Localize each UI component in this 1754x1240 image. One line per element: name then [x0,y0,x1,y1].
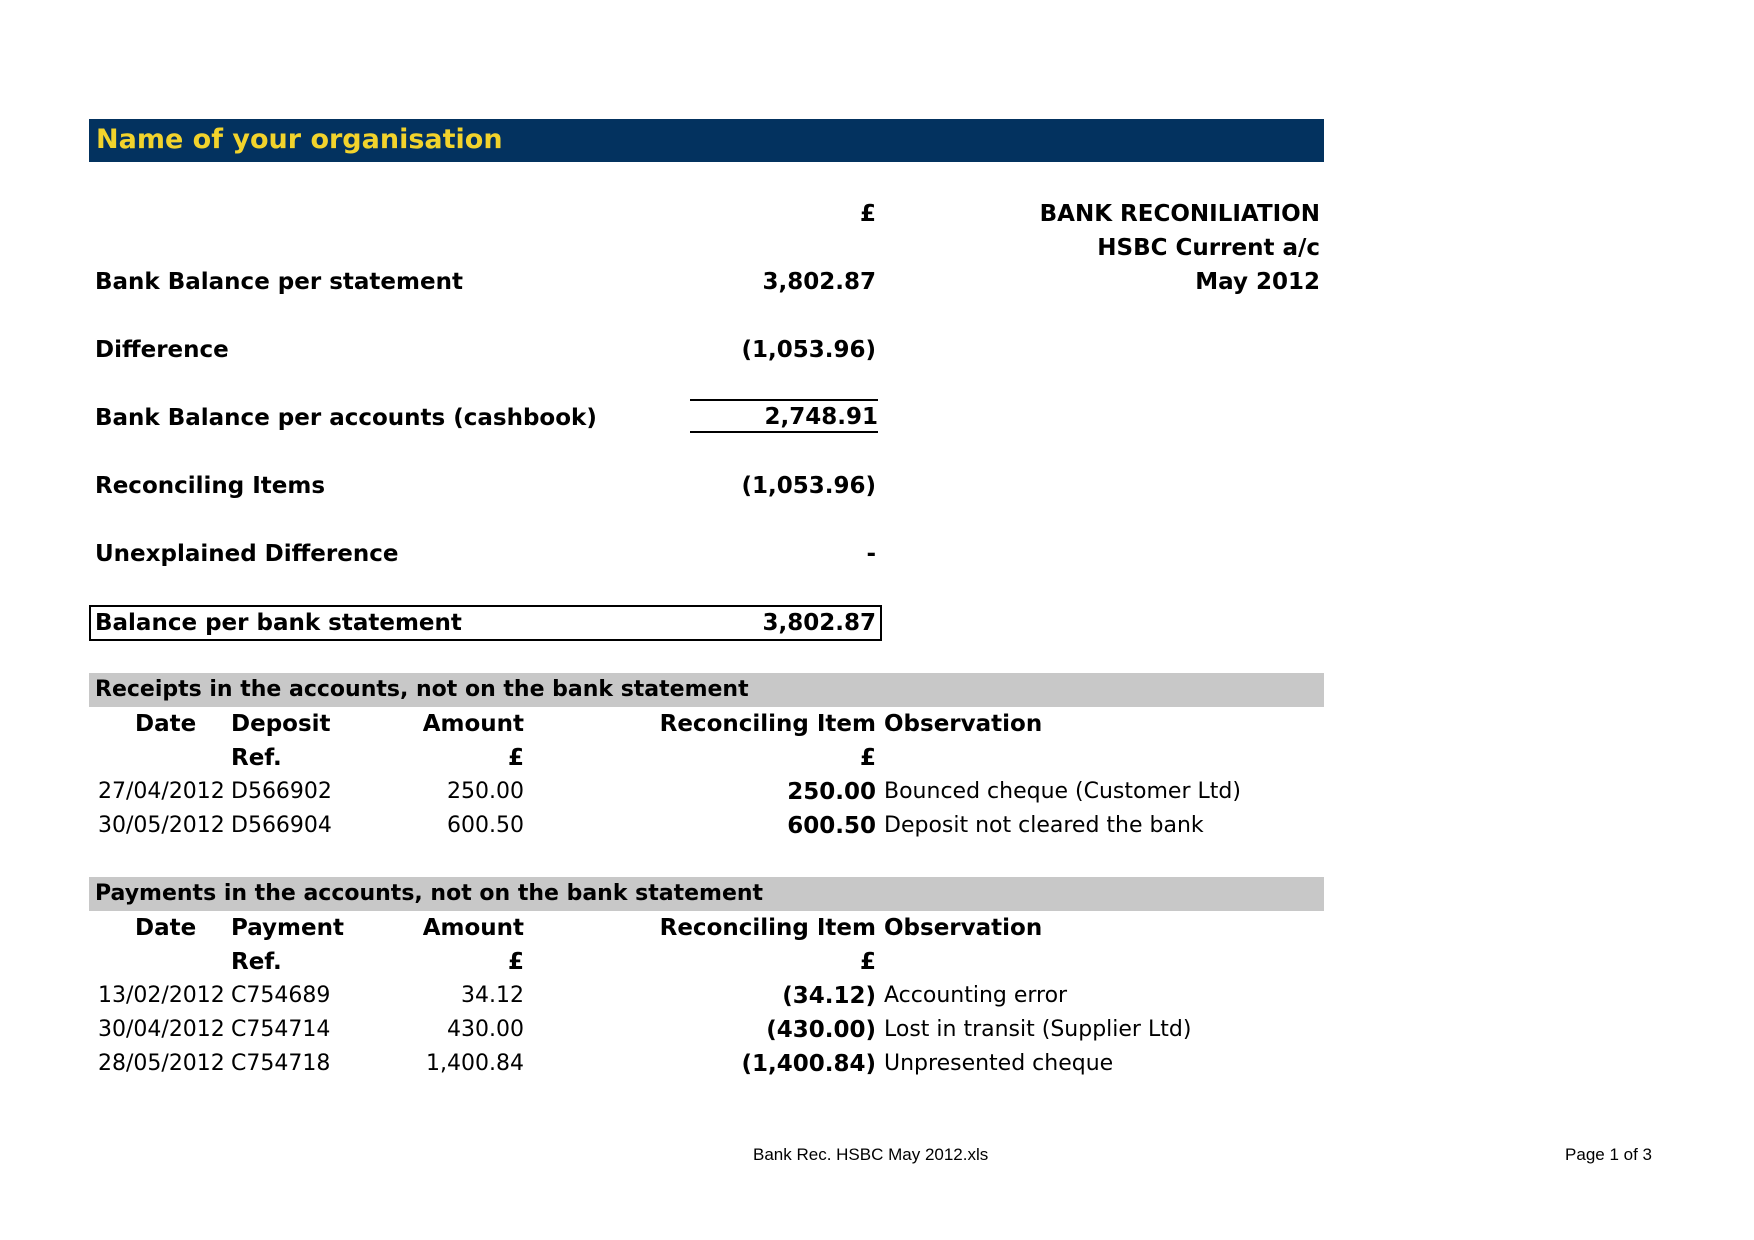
row-observation: Unpresented cheque [884,1051,1114,1076]
row-observation: Lost in transit (Supplier Ltd) [884,1017,1192,1042]
row-reconciling-item: (1,400.84) [741,1051,876,1077]
payments-ref-header: Payment [231,915,344,941]
row-reconciling-item: (34.12) [782,983,876,1009]
reconciling-items-label: Reconciling Items [95,473,326,499]
receipts-reconciling-unit: £ [859,745,876,771]
currency-header: £ [859,201,876,227]
row-observation: Accounting error [884,983,1068,1008]
row-ref: D566902 [231,779,332,804]
row-date: 13/02/2012 [98,983,225,1008]
row-amount: 600.50 [447,813,524,838]
payments-amount-unit: £ [507,949,524,975]
row-date: 28/05/2012 [98,1051,225,1076]
unexplained-difference-value: - [866,541,876,567]
bank-balance-value: 3,802.87 [762,269,876,295]
row-amount: 430.00 [447,1017,524,1042]
difference-label: Difference [95,337,229,363]
row-reconciling-item: 600.50 [787,813,876,839]
row-date: 30/05/2012 [98,813,225,838]
row-ref: C754714 [231,1017,331,1042]
row-ref: D566904 [231,813,332,838]
row-observation: Deposit not cleared the bank [884,813,1204,838]
payments-reconciling-unit: £ [859,949,876,975]
receipts-amount-header: Amount [422,711,524,737]
payments-ref-subheader: Ref. [231,949,282,975]
receipts-section-title: Receipts in the accounts, not on the bank statement [95,677,749,702]
row-amount: 34.12 [461,983,524,1008]
bank-balance-label: Bank Balance per statement [95,269,463,295]
report-title: BANK RECONILIATION [1039,201,1320,227]
row-observation: Bounced cheque (Customer Ltd) [884,779,1241,804]
report-period: May 2012 [1195,269,1320,295]
receipts-ref-subheader: Ref. [231,745,282,771]
cashbook-balance-label: Bank Balance per accounts (cashbook) [95,405,597,431]
organisation-name: Name of your organisation [96,124,503,155]
row-reconciling-item: (430.00) [766,1017,876,1043]
payments-observation-header: Observation [884,915,1043,941]
cashbook-balance-value: 2,748.91 [690,399,878,433]
receipts-ref-header: Deposit [231,711,331,737]
payments-reconciling-header: Reconciling Item [659,915,876,941]
row-date: 27/04/2012 [98,779,225,804]
payments-date-header: Date [135,915,197,941]
payments-amount-header: Amount [422,915,524,941]
difference-value: (1,053.96) [741,337,876,363]
receipts-observation-header: Observation [884,711,1043,737]
row-ref: C754718 [231,1051,331,1076]
report-account: HSBC Current a/c [1097,235,1320,261]
payments-section-title: Payments in the accounts, not on the bank statement [95,881,764,906]
balance-per-bank-label: Balance per bank statement [95,610,462,636]
row-ref: C754689 [231,983,331,1008]
balance-per-bank-box [89,605,882,641]
row-amount: 250.00 [447,779,524,804]
footer-filename: Bank Rec. HSBC May 2012.xls [753,1145,989,1164]
row-date: 30/04/2012 [98,1017,225,1042]
footer-page-number: Page 1 of 3 [1565,1145,1652,1164]
receipts-date-header: Date [135,711,197,737]
row-amount: 1,400.84 [426,1051,524,1076]
row-reconciling-item: 250.00 [787,779,876,805]
receipts-reconciling-header: Reconciling Item [659,711,876,737]
unexplained-difference-label: Unexplained Difference [95,541,399,567]
balance-per-bank-value: 3,802.87 [762,610,876,636]
receipts-amount-unit: £ [507,745,524,771]
reconciling-items-value: (1,053.96) [741,473,876,499]
